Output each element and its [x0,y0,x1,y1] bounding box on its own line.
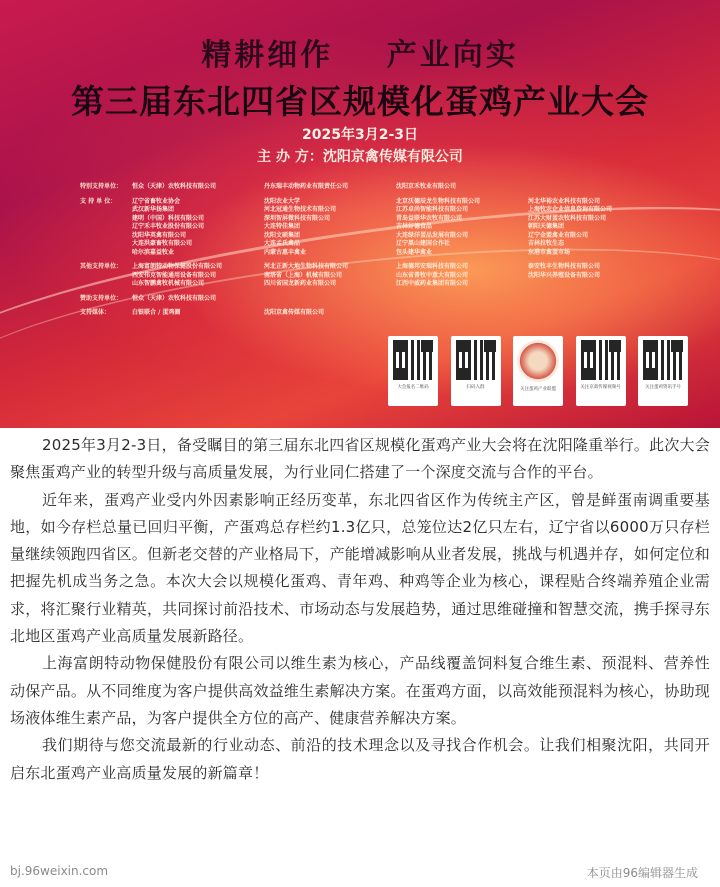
sponsor-group-label: 特别支持单位： [80,183,123,190]
article-paragraph: 上海富朗特动物保健股份有限公司以维生素为核心，产品线覆盖饲料复合维生素、预混料、营养性动保产品。从不同维度为客户提供高效益维生素解决方案。在蛋鸡方面，以高效能预混料为核心，协助现场液体维生素产品，为客户提供全方位的高产、健康营养解决方案。 [10,654,710,727]
qr-code-caption: 扫码入群 [466,385,485,390]
sponsor-group-label [80,206,132,215]
sponsor-name: 吉林拉牧生态 [528,240,565,247]
sponsor-name: 辽宁金盟禽业有限公司 [528,231,589,239]
sponsor-row [80,215,660,224]
article-paragraph: 2025年3月2-3日，备受瞩目的第三届东北四省区规模化蛋鸡产业大会将在沈阳隆重举行。此次大会聚焦蛋鸡产业的转型升级与高质量发展，为行业同仁搭建了一个深度交流与合作的平台。 [10,436,710,482]
qr-code-card [388,336,438,406]
sponsor-name [528,295,660,304]
sponsor-name: 白银联合 / 蛋鸡圈 [132,309,181,316]
sponsor-name: 沈阳京禾牧业有限公司 [396,183,457,190]
sponsor-name: 上海牧农企业信息咨询有限公司 [528,206,613,213]
sponsor-name: 江西中威药业集团有限公司 [396,280,469,287]
sponsor-name: 大连孟氏禽品 [264,240,301,247]
sponsor-row [80,280,660,289]
sponsor-name [528,183,660,192]
sponsor-name: 大连洪豪畜牧有限公司 [132,240,193,247]
sponsor-name: 哈尔滨嘉益牧业 [132,248,175,256]
sponsor-group-label [80,232,132,241]
sponsor-name: 建明（中国）科技有限公司 [132,214,205,222]
sponsor-name: 山东省普牧中意大有限公司 [396,271,469,279]
sponsor-name: 河北正新大地生物科技有限公司 [264,263,349,270]
sponsor-row [80,295,660,304]
sponsor-name: 南洛省（上海）机械有限公司 [264,271,343,279]
sponsor-name: 大连特佳集团 [264,223,301,230]
sponsor-name: 东港市禽蛋市场 [528,248,571,256]
sponsor-name: 沈阳京禽传媒有限公司 [264,309,325,316]
sponsor-row [80,263,660,272]
sponsor-name: 包头建华禽业 [396,248,433,256]
sponsor-group-label: 赞助支持单位： [80,294,123,302]
sponsor-row [80,223,660,232]
sponsor-group-label: 支 持 单 位： [80,197,117,205]
sponsor-group-gap [80,318,660,324]
footer-site-link[interactable]: bj.96weixin.com [10,864,109,878]
sponsor-name: 青岛益联华农牧有限公司 [396,214,463,222]
sponsor-name: 朝阳天德集团 [528,223,565,230]
sponsor-name: 大连绿洋蛋品发展有限公司 [396,231,469,239]
sponsor-name: 河北冠通生物技术有限公司 [264,206,337,213]
sponsor-group-label [80,249,132,258]
sponsor-group-label [80,215,132,224]
sponsor-name [264,295,396,304]
sponsor-name: 武汉新华扬集团 [132,206,175,213]
sponsor-name: 恒众（天津）农牧科技有限公司 [132,183,217,190]
sponsor-row [80,206,660,215]
sponsor-name: 辽宁黑山建国合作社 [396,240,451,247]
sponsor-name: 江苏大财蛋农牧科技有限公司 [528,214,607,222]
event-date: 2025年3月2-3日 [302,127,418,143]
qr-code-strip [388,336,688,406]
page-footer [0,864,720,886]
sponsor-row [80,198,660,207]
sponsor-name: 深圳智屏微科技有限公司 [264,214,331,222]
sponsor-name: 沈阳文硕集团 [264,231,301,239]
sponsor-name: 吉林好德食品 [396,223,433,230]
sponsor-group-label [80,272,132,281]
qr-code-icon [643,340,683,380]
qr-code-icon [456,340,496,380]
sponsor-row [80,232,660,241]
sponsor-group-label [80,280,132,289]
sponsor-group-label: 支持媒体： [80,309,111,316]
sponsor-name: 山东智鹏禽牧机械有限公司 [132,280,205,287]
sponsor-name [396,309,528,318]
event-organizer: 主 办 方：沈阳京禽传媒有限公司 [257,149,463,165]
sponsor-list [80,183,660,324]
sponsor-name: 上海富朗特动物保健股份有限公司 [132,263,223,270]
sponsor-name: 恒众（天津）农牧科技有限公司 [132,294,217,302]
sponsor-name: 四川省国龙新药业有限公司 [264,280,337,287]
badge-icon [517,340,559,382]
event-title: 第三届东北四省区规模化蛋鸡产业大会 [71,82,649,121]
sponsor-group-label [80,223,132,232]
article-body [10,432,710,787]
sponsor-name: 辽宁禾丰牧业股份有限公司 [132,223,205,230]
qr-code-icon [393,340,433,380]
qr-code-caption: 关注京禽传媒视频号 [580,385,621,390]
slogan-part: 精耕细作 [201,38,334,73]
sponsor-group-label: 其他支持单位： [80,263,123,270]
sponsor-name: 泰安牧丰生物科技有限公司 [528,263,601,270]
sponsor-row [80,240,660,249]
qr-code-card [576,336,626,406]
poster-slogan [0,30,720,74]
sponsor-name [528,309,660,318]
sponsor-name: 沈阳华兴养殖设备有限公司 [528,271,601,279]
qr-code-caption: 关注蛋鸡产业联盟 [520,387,556,392]
qr-code-icon [581,340,621,380]
sponsor-name: 内蒙古惠丰禽业 [264,248,307,256]
sponsor-name: 河北华裕农业科技有限公司 [528,197,601,205]
sponsor-name: 西安伟克智能通用设备有限公司 [132,271,217,279]
sponsor-name [528,280,660,289]
sponsor-name: 江苏卓尚智能科技有限公司 [396,206,469,213]
event-poster [0,0,720,428]
qr-code-caption: 关注蛋鸡资讯手号 [645,385,681,390]
sponsor-row [80,249,660,258]
sponsor-group-label [80,240,132,249]
qr-code-card [451,336,501,406]
slogan-part: 产业向实 [386,38,519,73]
article-paragraph: 近年来，蛋鸡产业受内外因素影响正经历变革，东北四省区作为传统主产区，曾是鲜蛋南调重要基地，如今存栏总量已回归平衡，产蛋鸡总存栏约1.3亿只，总笼位达2亿只左右，辽宁省以6000万只存栏量继续领跑四省区。但新老交替的产业格局下，产能增减影响从业者发展，挑战与机遇并存，如何定位和把握先机成当务之急。本次大会以规模化蛋鸡、青年鸡、种鸡等企业为核心，课程贴合终端养殖企业需求，将汇聚行业精英，共同探讨前沿技术、市场动态与发展趋势，通过思维碰撞和智慧交流，携手探寻东北地区蛋鸡产业高质量发展新路径。 [10,490,710,646]
article-paragraph: 我们期待与您交流最新的行业动态、前沿的技术理念以及寻找合作机会。让我们相聚沈阳，共同开启东北蛋鸡产业高质量发展的新篇章！ [10,736,710,782]
sponsor-name: 沈阳农业大学 [264,197,301,205]
footer-generator-note: 本页由96编辑器生成 [586,866,698,880]
sponsor-name: 上海德邦安瑞科技有限公司 [396,263,469,270]
sponsor-row [80,183,660,192]
sponsor-name: 沈阳华英禽有限公司 [132,231,187,239]
sponsor-row [80,272,660,281]
qr-code-card [638,336,688,406]
sponsor-name: 辽宁省畜牧业协会 [132,197,181,205]
sponsor-name [396,295,528,304]
qr-code-caption: 大会报名二维码 [397,385,429,390]
sponsor-name: 丹东瑞丰动物药业有限责任公司 [264,183,349,190]
sponsor-name: 北京沃德辰龙生物科技有限公司 [396,197,481,205]
qr-code-card [513,336,563,406]
sponsor-row [80,309,660,318]
